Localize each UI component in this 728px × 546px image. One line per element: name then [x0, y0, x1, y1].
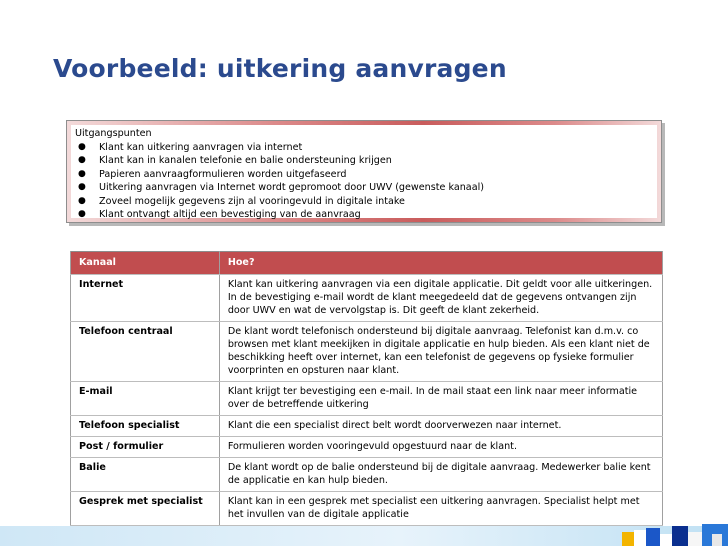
bullet-icon: ●	[78, 195, 86, 206]
cell-hoe: Klant krijgt ter bevestiging een e-mail. In de mail staat een link naar meer informatie over de betreffende uitkering	[219, 382, 662, 416]
table-row	[71, 382, 663, 416]
uitgangspunten-heading: Uitgangspunten	[75, 128, 152, 139]
cell-kanaal: Internet	[71, 275, 220, 322]
bullet-icon: ●	[78, 141, 86, 152]
list-item: ● Papieren aanvraagformulieren worden uitgefaseerd	[78, 168, 347, 180]
cell-kanaal: Telefoon specialist	[71, 416, 220, 437]
bullet-icon: ●	[78, 209, 86, 219]
list-item: ● Zoveel mogelijk gegevens zijn al vooringevuld in digitale intake	[78, 195, 405, 207]
uitgangspunten-list	[75, 141, 653, 222]
cell-hoe: Formulieren worden vooringevuld opgestuurd naar de klant.	[219, 437, 662, 458]
kanalen-table	[70, 251, 663, 546]
table-header-row	[71, 252, 663, 275]
bullet-icon: ●	[78, 168, 86, 179]
header-hoe: Hoe?	[219, 252, 662, 275]
table-row	[71, 416, 663, 437]
bullet-icon: ●	[78, 155, 86, 165]
cell-kanaal: Gesprek met specialist	[71, 492, 220, 526]
table-row	[71, 275, 663, 322]
cell-hoe: Klant kan in een gesprek met specialist een uitkering aanvragen. Specialist helpt met het invullen van de digitale applicatie	[219, 492, 662, 526]
table-row	[71, 322, 663, 382]
cell-hoe: Klant die een specialist direct belt wordt doorverwezen naar internet.	[219, 416, 662, 437]
list-item: ● Klant kan uitkering aanvragen via internet	[78, 141, 303, 153]
header-kanaal: Kanaal	[71, 252, 220, 275]
cell-kanaal: Post / formulier	[71, 437, 220, 458]
cell-hoe: De klant wordt op de balie ondersteund bij de digitale aanvraag. Medewerker balie kent de applicatie en kan hulp bieden.	[219, 458, 662, 492]
bullet-icon: ●	[78, 182, 86, 192]
cell-kanaal: Balie	[71, 458, 220, 492]
uitgangspunten-panel	[66, 120, 662, 223]
cell-hoe: Klant kan uitkering aanvragen via een digitale applicatie. Dit geldt voor alle uitkeringen. In de bevestiging e-mail wordt de klant meegedeeld dat de gegevens ontvangen zijn door UWV en wat de vervolgstap is. Dit geeft de klant zekerheid.	[219, 275, 662, 322]
table-row	[71, 458, 663, 492]
cell-kanaal: E-mail	[71, 382, 220, 416]
list-item: ● Klant kan in kanalen telefonie en balie ondersteuning krijgen	[78, 155, 392, 166]
cell-kanaal: Telefoon centraal	[71, 322, 220, 382]
table-row	[71, 437, 663, 458]
uitgangspunten-box	[71, 125, 657, 218]
list-item: ● Klant ontvangt altijd een bevestiging van de aanvraag	[78, 209, 361, 220]
footer-decoration	[0, 520, 728, 546]
cell-hoe: De klant wordt telefonisch ondersteund bij digitale aanvraag. Telefonist kan d.m.v. co browsen met klant meekijken in digitale applicatie en hulp bieden. Als een klant niet de beschikking heeft over internet, kan een telefonist de gegevens op fysieke formulier voorprinten en opsturen naar klant.	[219, 322, 662, 382]
slide-title: Voorbeeld: uitkering aanvragen	[53, 54, 507, 83]
list-item: ● Uitkering aanvragen via Internet wordt gepromoot door UWV (gewenste kanaal)	[78, 182, 484, 193]
